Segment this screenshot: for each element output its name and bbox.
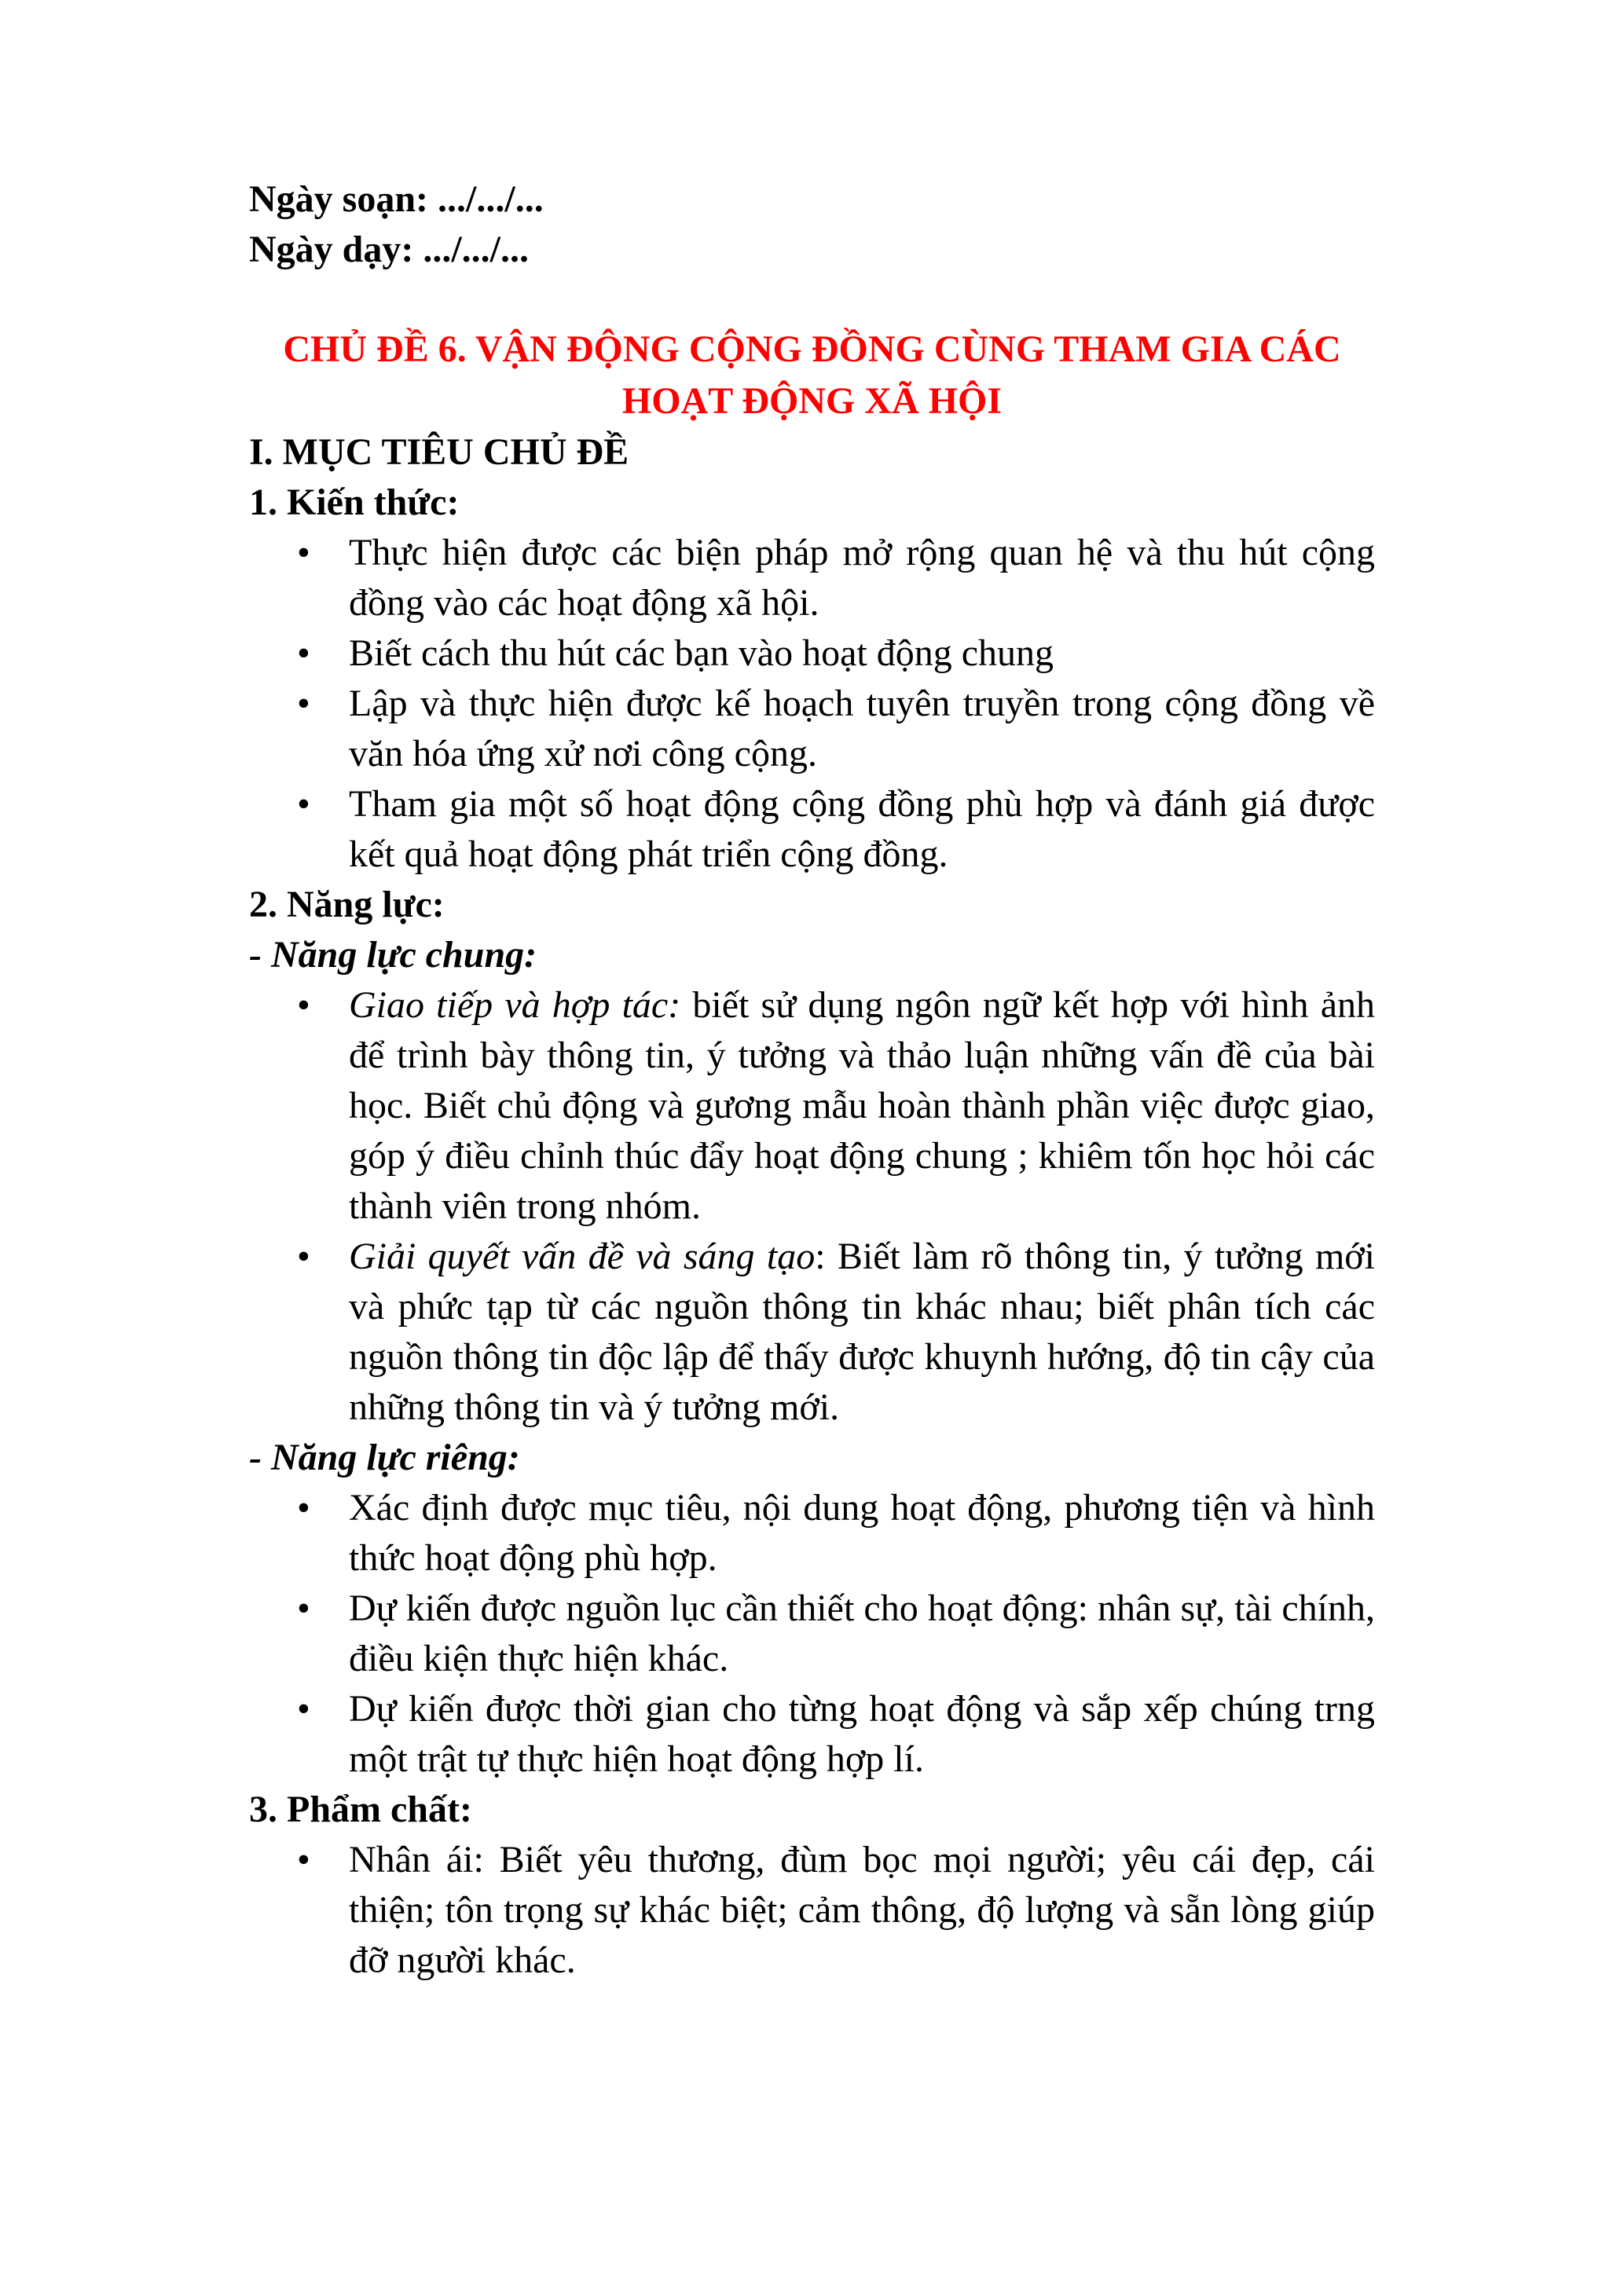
bullet-text: Tham gia một số hoạt động cộng đồng phù hợp và đánh giá được kết quả hoạt động phát triển cộng đồng. (349, 783, 1375, 875)
bullet-icon: • (297, 1487, 310, 1529)
bullet-text: Nhân ái: Biết yêu thương, đùm bọc mọi người; yêu cái đẹp, cái thiện; tôn trọng sự khác biệt; cảm thông, độ lượng và sẵn lòng giúp đỡ người khác. (349, 1839, 1375, 1981)
chapter-title-line1: CHỦ ĐỀ 6. VẬN ĐỘNG CỘNG ĐỒNG CÙNG THAM GIA CÁC (283, 328, 1341, 370)
subheading-specific-competence: - Năng lực riêng: (249, 1437, 520, 1478)
section-heading-objectives: I. MỤC TIÊU CHỦ ĐỀ (249, 431, 629, 473)
list-item (249, 980, 1375, 1232)
bullet-icon: • (297, 632, 310, 674)
specific-competence-bullet-list (249, 1483, 1375, 1785)
bullet-lead: Giải quyết vấn đề và sáng tạo (349, 1236, 816, 1277)
list-item (249, 1232, 1375, 1433)
bullet-text: Dự kiến được thời gian cho từng hoạt động và sắp xếp chúng trng một trật tự thực hiện hoạt động hợp lí. (349, 1688, 1375, 1780)
quality-bullet-list (249, 1835, 1375, 1986)
list-item (249, 779, 1375, 880)
bullet-text: Thực hiện được các biện pháp mở rộng quan hệ và thu hút cộng đồng vào các hoạt động xã hội. (349, 532, 1375, 624)
bullet-icon: • (297, 783, 310, 825)
general-competence-bullet-list (249, 980, 1375, 1433)
bullet-icon: • (297, 1688, 310, 1730)
list-item (249, 679, 1375, 779)
chapter-title-line2: HOẠT ĐỘNG XÃ HỘI (621, 380, 1003, 422)
bullet-icon: • (297, 1839, 310, 1880)
subheading-competence: 2. Năng lực: (249, 884, 445, 925)
bullet-text: Dự kiến được nguồn lục cần thiết cho hoạt động: nhân sự, tài chính, điều kiện thực hiện khác. (349, 1587, 1375, 1679)
bullet-lead: Giao tiếp và hợp tác: (349, 984, 681, 1026)
date-taught-line: Ngày dạy: .../.../... (249, 229, 530, 270)
knowledge-bullet-list (249, 528, 1375, 880)
subheading-knowledge: 1. Kiến thức: (249, 482, 460, 523)
list-item (249, 528, 1375, 628)
subheading-quality: 3. Phẩm chất: (249, 1789, 472, 1830)
list-item (249, 628, 1375, 679)
chapter-title (249, 324, 1375, 427)
bullet-icon: • (297, 532, 310, 573)
subheading-general-competence: - Năng lực chung: (249, 934, 537, 976)
bullet-text: : Biết làm rõ thông tin, ý tưởng mới và phức tạp từ các nguồn thông tin khác nhau; biết phân tích các nguồn thông tin độc lập để thấy được khuynh hướng, độ tin cậy của những thông tin và ý tưởng mới. (349, 1236, 1375, 1428)
list-item (249, 1835, 1375, 1986)
list-item (249, 1684, 1375, 1785)
bullet-icon: • (297, 1587, 310, 1629)
bullet-text: Xác định được mục tiêu, nội dung hoạt động, phương tiện và hình thức hoạt động phù hợp. (349, 1487, 1375, 1579)
list-item (249, 1483, 1375, 1584)
bullet-text: Lập và thực hiện được kế hoạch tuyên truyền trong cộng đồng về văn hóa ứng xử nơi công cộng. (349, 683, 1375, 774)
bullet-text: Biết cách thu hút các bạn vào hoạt động chung (349, 632, 1054, 674)
list-item (249, 1584, 1375, 1684)
bullet-icon: • (297, 1236, 310, 1277)
bullet-icon: • (297, 984, 310, 1026)
date-prepared-line: Ngày soạn: .../.../... (249, 178, 544, 220)
bullet-text: biết sử dụng ngôn ngữ kết hợp với hình ảnh để trình bày thông tin, ý tưởng và thảo luận những vấn đề của bài học. Biết chủ động và gương mẫu hoàn thành phần việc được giao, góp ý điều chỉnh thúc đẩy hoạt động chung ; khiêm tốn học hỏi các thành viên trong nhóm. (349, 984, 1375, 1227)
blank-line (249, 275, 1375, 324)
bullet-icon: • (297, 683, 310, 724)
